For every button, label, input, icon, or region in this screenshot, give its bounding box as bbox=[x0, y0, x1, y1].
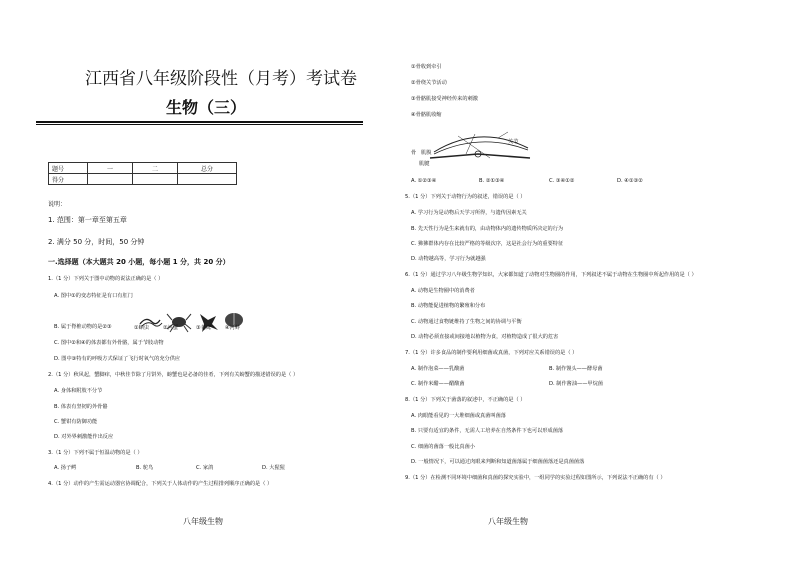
question-stem: 4.（1 分）动作的产生需运动器官协调配合，下列关于人体动作的产生过程排列顺序正确的是（ ） bbox=[48, 481, 273, 487]
score-table-header-row bbox=[49, 163, 237, 174]
option-d: D. 动物越高等，学习行为就越强 bbox=[411, 256, 486, 262]
question-stem: 3.（1 分）下列不属于恒温动物的是（ ） bbox=[48, 450, 143, 456]
option-d: D. 图中③特有的呼吸方式保证了飞行时氧气的充分供应 bbox=[54, 356, 181, 362]
option-c: C. 动物通过食物链维持了生物之间的协调与平衡 bbox=[411, 319, 522, 325]
step-item: ①骨收到牵引 bbox=[411, 64, 442, 70]
exam-title: 江西省八年级阶段性（月考）考试卷 bbox=[85, 69, 357, 89]
option-d: D. ④①③② bbox=[617, 178, 643, 184]
animal-figures bbox=[136, 306, 256, 340]
question-stem: 6.（1 分）通过学习八年级生物学知识，大家都知道了动物对生物圈的作用，下列叙述不属于动物在生物圈中所起作用的是（ ） bbox=[405, 272, 697, 278]
score-cell: 一 bbox=[88, 163, 133, 174]
muscle-joint-diagram bbox=[420, 124, 540, 170]
score-cell: 得分 bbox=[49, 174, 88, 185]
diagram-label: 肌腱 bbox=[419, 161, 430, 167]
score-cell: 题号 bbox=[49, 163, 88, 174]
option-b: B. ②①③④ bbox=[479, 178, 505, 184]
score-cell: 二 bbox=[133, 163, 178, 174]
option-a: A. 动物是生物圈中的消费者 bbox=[411, 288, 475, 294]
page-footer: 八年级生物 bbox=[183, 517, 223, 526]
option-c: C. 制作米醋——醋酸菌 bbox=[411, 381, 465, 387]
score-table bbox=[48, 162, 237, 185]
option-c: C. ③④①② bbox=[549, 178, 575, 184]
step-item: ②骨绕关节活动 bbox=[411, 80, 447, 86]
subject-title: 生物（三） bbox=[166, 98, 247, 117]
option-a: A. 扬子鳄 bbox=[54, 465, 77, 471]
page-footer: 八年级生物 bbox=[488, 517, 528, 526]
diagram-label: 肌腹 bbox=[421, 150, 432, 156]
question-stem: 5.（1 分）下列关于动物行为的叙述，错误的是（ ） bbox=[405, 194, 526, 200]
option-c: C. 蟹钳有防御功能 bbox=[54, 419, 98, 425]
option-b: B. 动物能促进植物的繁殖和分布 bbox=[411, 303, 486, 309]
title-divider-thick bbox=[36, 121, 363, 123]
instruction-line: 2. 满分 50 分，时间，50 分钟 bbox=[48, 238, 145, 246]
option-b: B. 先天性行为是生来就有的，由动物体内的遗传物质所决定的行为 bbox=[411, 226, 564, 232]
title-divider-thin bbox=[36, 124, 363, 125]
option-a: A. 肉眼能看见的一大堆细菌或真菌叫菌落 bbox=[411, 413, 506, 419]
score-cell-empty[interactable] bbox=[133, 174, 178, 185]
option-a: A. 学习行为是动物后天学习所得，与遗传因素无关 bbox=[411, 210, 527, 216]
option-c: C. 图中②和④的体表都有外骨骼，属于节肢动物 bbox=[54, 340, 164, 346]
score-cell-empty[interactable] bbox=[88, 174, 133, 185]
option-b: B. 鸵鸟 bbox=[136, 465, 154, 471]
step-item: ③骨骼肌接受神经传来的刺激 bbox=[411, 96, 478, 102]
option-c: C. 狒狒群体内存在比较严格的等级次序，这是社会行为的重要特征 bbox=[411, 241, 564, 247]
option-a: A. ①②③④ bbox=[411, 178, 437, 184]
diagram-label: 骨 bbox=[411, 150, 417, 156]
score-cell-empty[interactable] bbox=[178, 174, 237, 185]
figure-caption: ③老鹰 bbox=[196, 325, 212, 331]
question-stem: 8.（1 分）下列关于菌落的叙述中，不正确的是（ ） bbox=[405, 397, 526, 403]
figure-caption: ④河蚌 bbox=[225, 325, 241, 331]
score-table-row bbox=[49, 174, 237, 185]
question-stem: 7.（1 分）许多食品的制作要利用细菌或真菌，下列对应关系错误的是（ ） bbox=[405, 350, 578, 356]
figure-caption: ②河蟹 bbox=[163, 325, 179, 331]
section-heading: 一.选择题（本大题共 20 小题，每小题 1 分，共 20 分） bbox=[48, 258, 230, 266]
option-d: D. 动物必须直接或间接地以植物为食，对植物造成了很大的危害 bbox=[411, 334, 559, 340]
option-b: B. 属于脊椎动物的是②③ bbox=[54, 324, 112, 330]
option-d: D. 对外界刺激能作出反应 bbox=[54, 434, 114, 440]
question-stem: 2.（1 分）秋风起，蟹脚痒，中秋佳节除了月饼外，螃蟹也是必备的佳肴，下列有关螃蟹的描述错误的是（ ） bbox=[48, 372, 299, 378]
option-a: A. 身体和附肢不分节 bbox=[54, 388, 103, 394]
diagram-label: 关节 bbox=[508, 139, 519, 145]
option-c: C. 家鸽 bbox=[196, 465, 214, 471]
option-a: A. 制作泡菜——乳酸菌 bbox=[411, 366, 465, 372]
score-cell: 总分 bbox=[178, 163, 237, 174]
option-c: C. 细菌的菌落一般比真菌小 bbox=[411, 444, 475, 450]
option-d: D. 制作酱油——甲烷菌 bbox=[549, 381, 603, 387]
option-b: B. 体表有坚韧的外骨骼 bbox=[54, 404, 108, 410]
figure-caption: ①蛔虫 bbox=[134, 325, 150, 331]
question-stem: 9.（1 分）在检测不同环境中细菌和真菌的探究实验中，一组同学的实验过程如图所示，下列说法不正确的有（ ） bbox=[405, 475, 666, 481]
instruction-line: 1. 范围：第一章至第五章 bbox=[48, 216, 127, 224]
option-d: D. 大猩猩 bbox=[262, 465, 285, 471]
option-d: D. 一般情况下，可以通过肉眼来判断和知道菌落属于细菌菌落还是真菌菌落 bbox=[411, 459, 585, 465]
option-b: B. 只要有适宜的条件，无需人工培养在自然条件下也可以形成菌落 bbox=[411, 428, 564, 434]
option-b: B. 制作馒头——酵母菌 bbox=[549, 366, 603, 372]
instructions-heading: 说明： bbox=[48, 201, 67, 208]
option-a: A. 图中①的变态特征是有口有肛门 bbox=[54, 293, 133, 299]
question-stem: 1.（1 分）下列关于图中动物的说法正确的是（ ） bbox=[48, 276, 164, 282]
step-item: ④骨骼肌收缩 bbox=[411, 112, 442, 118]
